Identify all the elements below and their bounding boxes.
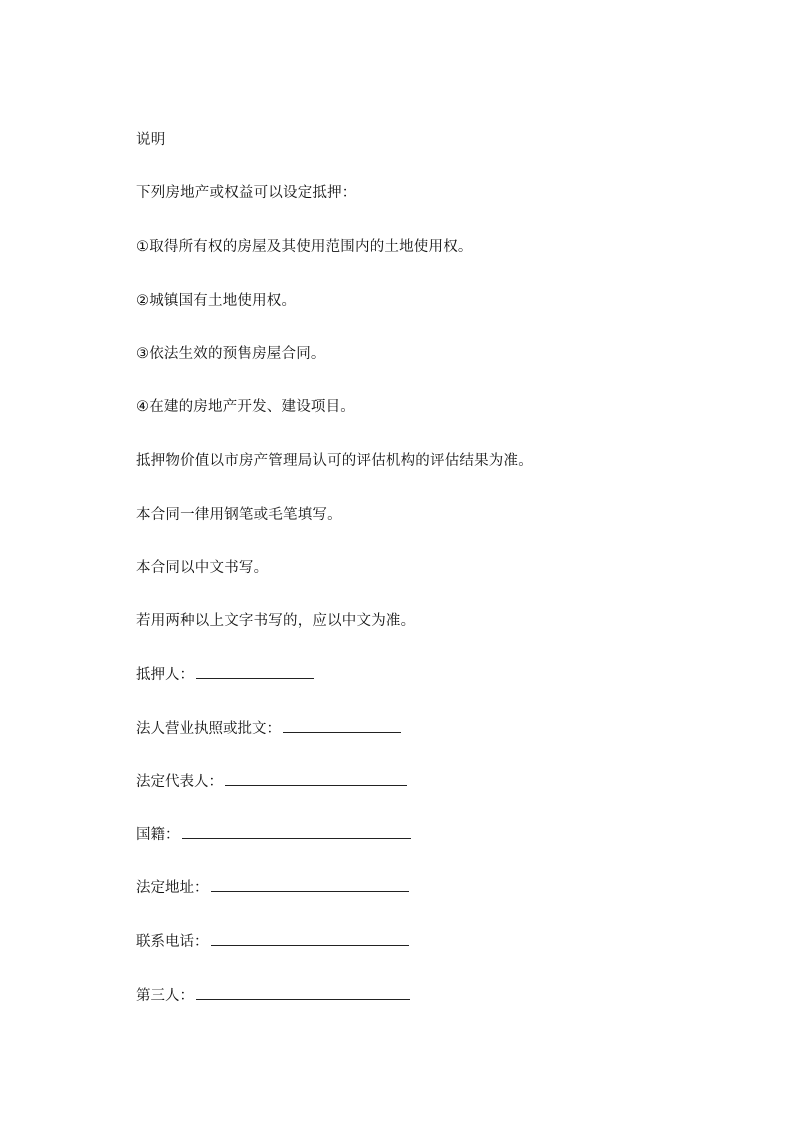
field-nationality: [136, 824, 411, 844]
intro-text: 下列房地产或权益可以设定抵押：: [136, 185, 357, 201]
list-item-4: ④在建的房地产开发、建设项目。: [136, 399, 355, 415]
third-party-blank[interactable]: [196, 985, 410, 1000]
field-label: 联系电话：: [136, 934, 209, 950]
note-valuation: 抵押物价值以市房产管理局认可的评估机构的评估结果为准。: [136, 453, 533, 469]
document-title: 说明: [136, 132, 166, 148]
mortgagor-blank[interactable]: [196, 664, 314, 679]
field-label: 国籍：: [136, 827, 180, 843]
note-precedence: 若用两种以上文字书写的，应以中文为准。: [136, 613, 416, 629]
field-label: 法人营业执照或批文：: [136, 721, 281, 737]
field-legal-address: [136, 877, 409, 897]
field-third-party: [136, 985, 410, 1005]
phone-blank[interactable]: [211, 931, 409, 946]
field-legal-representative: [136, 771, 407, 791]
field-phone: [136, 931, 409, 951]
business-license-blank[interactable]: [283, 718, 401, 733]
list-item-3: ③依法生效的预售房屋合同。: [136, 346, 326, 362]
note-language: 本合同以中文书写。: [136, 560, 269, 576]
field-label: 法定代表人：: [136, 774, 223, 790]
field-label: 法定地址：: [136, 880, 209, 896]
list-item-1: ①取得所有权的房屋及其使用范围内的土地使用权。: [136, 239, 473, 255]
legal-representative-blank[interactable]: [225, 771, 407, 786]
field-business-license: [136, 718, 401, 738]
nationality-blank[interactable]: [182, 824, 411, 839]
field-label: 抵押人：: [136, 667, 194, 683]
field-label: 第三人：: [136, 988, 194, 1004]
field-mortgagor: [136, 664, 314, 684]
note-pen: 本合同一律用钢笔或毛笔填写。: [136, 507, 342, 523]
legal-address-blank[interactable]: [211, 877, 409, 892]
list-item-2: ②城镇国有土地使用权。: [136, 293, 297, 309]
